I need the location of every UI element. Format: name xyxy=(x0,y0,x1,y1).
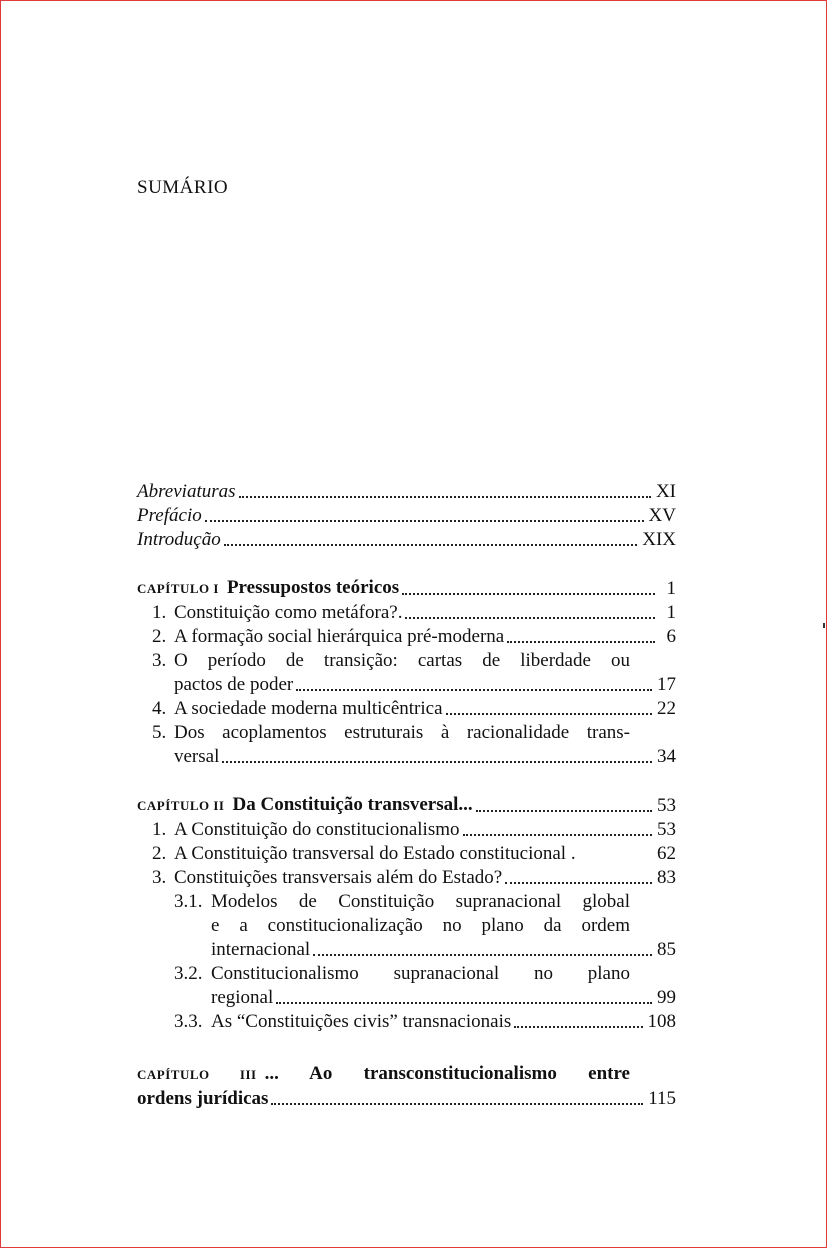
chapter-title-line1: ... Ao transconstitucionalismo entre xyxy=(264,1063,630,1084)
section-title: Constituições transversais além do Estado? xyxy=(174,867,503,888)
dot-leader xyxy=(405,617,655,619)
section-title: A formação social hierárquica pré-moderna xyxy=(174,626,505,647)
page-title: SUMÁRIO xyxy=(137,177,229,198)
toc-entry-2-3-3[interactable] xyxy=(137,1010,676,1034)
section-number: 2. xyxy=(152,843,167,864)
section-number: 1. xyxy=(152,819,167,840)
toc-page-number: 53 xyxy=(657,795,676,816)
toc-chapter-1-heading[interactable] xyxy=(137,576,676,601)
dot-leader xyxy=(505,882,652,884)
section-number: 3.1. xyxy=(174,891,203,912)
section-title: As “Constituições civis” transnacionais xyxy=(211,1011,512,1032)
section-title-line1: Constitucionalismo supranacional no plano xyxy=(211,963,630,984)
section-title: A Constituição transversal do Estado constitucional . xyxy=(174,843,576,864)
toc-page-number: 83 xyxy=(657,867,676,888)
dot-leader xyxy=(476,810,652,812)
toc-page-number: 62 xyxy=(657,843,676,864)
toc-chapter-2 xyxy=(137,793,676,1034)
toc-page-number: 115 xyxy=(648,1088,676,1109)
toc-page-number: 22 xyxy=(657,698,676,719)
section-title-line3: internacional xyxy=(211,939,311,960)
section-title-line2: e a constitucionalização no plano da ordem xyxy=(211,915,630,936)
toc-entry-label: Abreviaturas xyxy=(137,481,236,502)
dot-leader xyxy=(205,520,644,522)
section-number: 5. xyxy=(152,722,167,743)
dot-leader xyxy=(296,689,652,691)
edge-mark xyxy=(823,623,825,628)
section-number: 2. xyxy=(152,626,167,647)
toc-chapter-2-heading[interactable] xyxy=(137,793,676,818)
dot-leader xyxy=(402,593,655,595)
chapter-title-line2: ordens jurídicas xyxy=(137,1088,269,1109)
dot-leader xyxy=(224,544,637,546)
toc-entry-2-3-2[interactable] xyxy=(137,962,676,1010)
chapter-label: CAPÍTULO II xyxy=(137,798,225,813)
toc-entry-1-4[interactable] xyxy=(137,697,676,721)
section-title: Constituição como metáfora?. xyxy=(174,602,403,623)
toc-page-number: 108 xyxy=(647,1011,676,1032)
toc-page-number: 1 xyxy=(666,602,676,623)
chapter-label: CAPÍTULO III xyxy=(137,1067,257,1082)
section-title-line1: Modelos de Constituição supranacional global xyxy=(211,891,630,912)
toc-page-number: 1 xyxy=(666,578,676,599)
section-title: A sociedade moderna multicêntrica xyxy=(174,698,443,719)
toc-page-number: 6 xyxy=(666,626,676,647)
section-title-line1: Dos acoplamentos estruturais à racionalidade trans- xyxy=(174,722,630,743)
toc-page-number: XI xyxy=(655,481,676,502)
chapter-label: CAPÍTULO I xyxy=(137,581,219,596)
section-number: 3. xyxy=(152,650,167,671)
toc-front-matter xyxy=(137,480,676,552)
toc-chapter-1 xyxy=(137,576,676,769)
section-title: A Constituição do constitucionalismo xyxy=(174,819,460,840)
toc-entry-2-3[interactable] xyxy=(137,866,676,890)
toc-entry-prefacio[interactable] xyxy=(137,504,676,528)
section-title-line1: O período de transição: cartas de liberdade ou xyxy=(174,650,630,671)
toc-entry-1-2[interactable] xyxy=(137,625,676,649)
toc-entry-1-3[interactable] xyxy=(137,649,676,697)
toc-entry-2-1[interactable] xyxy=(137,818,676,842)
dot-leader xyxy=(313,954,652,956)
dot-leader xyxy=(271,1103,643,1105)
toc-page-number: XV xyxy=(648,505,676,526)
section-number: 1. xyxy=(152,602,167,623)
dot-leader xyxy=(514,1026,642,1028)
toc-page-number: 17 xyxy=(657,674,676,695)
section-number: 3.3. xyxy=(174,1011,203,1032)
toc-page-number: 99 xyxy=(657,987,676,1008)
toc-page-number: 53 xyxy=(657,819,676,840)
toc-chapter-3[interactable] xyxy=(137,1062,676,1111)
section-number: 3. xyxy=(152,867,167,888)
toc-page-number: XIX xyxy=(642,529,676,550)
section-title-line2: versal xyxy=(174,746,220,767)
toc-entry-1-1[interactable] xyxy=(137,601,676,625)
chapter-title: Pressupostos teóricos xyxy=(226,577,400,598)
toc-page-number: 85 xyxy=(657,939,676,960)
toc-page-number: 34 xyxy=(657,746,676,767)
section-title-line2: pactos de poder xyxy=(174,674,294,695)
section-title-line2: regional xyxy=(211,987,274,1008)
dot-leader xyxy=(239,496,651,498)
toc-entry-2-2[interactable] xyxy=(137,842,676,866)
toc-entry-1-5[interactable] xyxy=(137,721,676,769)
toc-entry-label: Prefácio xyxy=(137,505,202,526)
chapter-title: Da Constituição transversal... xyxy=(232,794,473,815)
section-number: 4. xyxy=(152,698,167,719)
section-number: 3.2. xyxy=(174,963,203,984)
toc-entry-2-3-1[interactable] xyxy=(137,890,676,962)
dot-leader xyxy=(507,641,655,643)
dot-leader xyxy=(446,713,652,715)
dot-leader xyxy=(276,1002,652,1004)
toc-entry-abreviaturas[interactable] xyxy=(137,480,676,504)
toc-entry-introducao[interactable] xyxy=(137,528,676,552)
toc-entry-label: Introdução xyxy=(137,529,221,550)
dot-leader xyxy=(463,834,652,836)
dot-leader xyxy=(222,761,652,763)
